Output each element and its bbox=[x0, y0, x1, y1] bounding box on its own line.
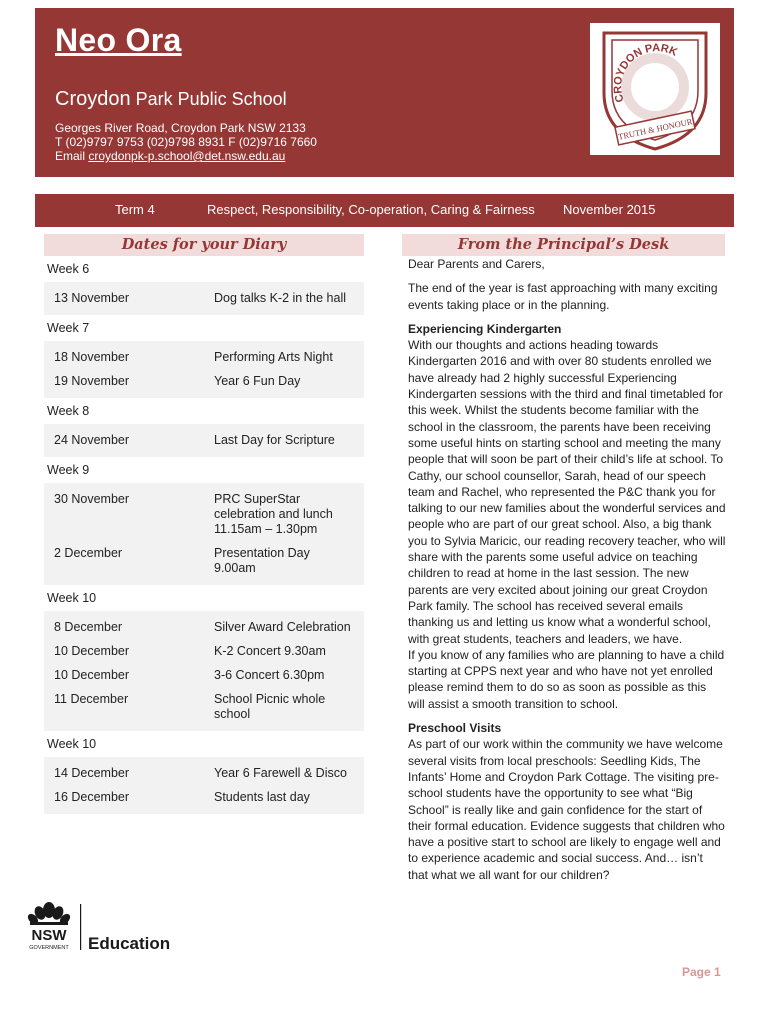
week-events bbox=[44, 757, 364, 814]
event-description: Last Day for Scripture bbox=[214, 433, 335, 447]
week-label: Week 6 bbox=[47, 262, 90, 276]
preschool-heading: Preschool Visits bbox=[408, 721, 502, 736]
event-description: PRC SuperStar celebration and lunch 11.15am – 1.30pm bbox=[214, 492, 333, 536]
masthead bbox=[35, 8, 734, 177]
event-description: Year 6 Farewell & Disco bbox=[214, 766, 347, 780]
week-label: Week 10 bbox=[47, 591, 97, 605]
event-date: 19 November bbox=[54, 374, 130, 388]
week-label: Week 7 bbox=[47, 321, 90, 335]
school-values: Respect, Responsibility, Co-operation, Caring & Fairness bbox=[207, 202, 535, 217]
event-date: 13 November bbox=[54, 291, 130, 305]
week-events bbox=[44, 341, 364, 398]
preschool-paragraph: As part of our work within the community we have welcome several visits from local preschools: Seedling Kids, The Infants’ Home and Croydon Park Cottage. The visiting pre-school students have the opportunity to see what “Big School” is really like and gain confidence for the start of their formal education. Evidence suggests that children who have a positive start to school are likely to engage well and to experience academic and social success. And… isn’t that what we all want for our children? bbox=[408, 737, 725, 882]
event-date: 8 December bbox=[54, 620, 123, 634]
principal-heading: From the Principal’s Desk bbox=[402, 234, 725, 256]
diary-event bbox=[44, 347, 364, 368]
diary-event bbox=[44, 371, 364, 392]
week-label: Week 9 bbox=[47, 463, 90, 477]
waratah-icon bbox=[26, 902, 72, 926]
school-crest bbox=[590, 23, 720, 155]
kindergarten-heading: Experiencing Kindergarten bbox=[408, 321, 562, 336]
event-date: 18 November bbox=[54, 350, 130, 364]
school-email: Email croydonpk-p.school@det.nsw.edu.au bbox=[55, 149, 286, 163]
event-description: School Picnic whole school bbox=[214, 692, 326, 721]
diary-event bbox=[44, 430, 364, 451]
event-date: 14 December bbox=[54, 766, 130, 780]
event-date: 11 December bbox=[54, 692, 129, 706]
page-number: Page 1 bbox=[682, 965, 721, 979]
event-description: Silver Award Celebration bbox=[214, 620, 351, 634]
event-date: 2 December bbox=[54, 546, 123, 560]
event-date: 30 November bbox=[54, 492, 130, 506]
week-label: Week 8 bbox=[47, 404, 90, 418]
term-label: Term 4 bbox=[115, 202, 155, 217]
week-events bbox=[44, 424, 364, 457]
diary-list bbox=[44, 260, 364, 818]
event-description: Year 6 Fun Day bbox=[214, 374, 301, 388]
diary-event bbox=[44, 489, 364, 540]
crest-icon bbox=[590, 23, 720, 155]
diary-event bbox=[44, 763, 364, 784]
principal-article bbox=[408, 256, 726, 883]
diary-event bbox=[44, 641, 364, 662]
svg-text:TRUTH & HONOUR: TRUTH & HONOUR bbox=[617, 116, 694, 142]
email-link[interactable]: croydonpk-p.school@det.nsw.edu.au bbox=[88, 149, 286, 163]
nsw-education-logo bbox=[22, 900, 182, 960]
intro-paragraph: The end of the year is fast approaching with many exciting events taking place or in the planning. bbox=[408, 281, 718, 312]
school-phone: T (02)9797 9753 (02)9798 8931 F (02)9716 7660 bbox=[55, 135, 317, 149]
term-bar bbox=[35, 194, 734, 227]
event-date: 16 December bbox=[54, 790, 130, 804]
event-description: Dog talks K-2 in the hall bbox=[214, 291, 347, 305]
event-description: Performing Arts Night bbox=[214, 350, 333, 364]
diary-event bbox=[44, 617, 364, 638]
event-description: Students last day bbox=[214, 790, 310, 804]
diary-event bbox=[44, 787, 364, 808]
salutation: Dear Parents and Carers, bbox=[408, 257, 545, 271]
week-events bbox=[44, 611, 364, 731]
diary-event bbox=[44, 689, 364, 725]
event-date: 10 December bbox=[54, 644, 130, 658]
diary-heading: Dates for your Diary bbox=[44, 234, 364, 256]
newsletter-title: Neo Ora bbox=[55, 22, 182, 58]
diary-event bbox=[44, 288, 364, 309]
issue-date: November 2015 bbox=[563, 202, 656, 217]
enrolment-paragraph: If you know of any families who are planning to have a child starting at CPPS next year and who have not yet enrolled please remind them to do so as soon as possible as this will assist a smooth transition to school. bbox=[408, 647, 725, 711]
school-name: Croydon Park Public School bbox=[55, 88, 287, 110]
kindergarten-paragraph: With our thoughts and actions heading towards Kindergarten 2016 and with over 80 students enrolled we have already had 2 highly successful Experiencing Kindergarten sessions with the third and final timetabled for this week. Whilst the students become familiar with the school in the classroom, the parents have been receiving some useful hints on starting school and meeting the many people that will soon be part of their child’s life at school. To Cathy, our school counsellor, Sarah, head of our speech team and Rachel, who represented the P&C thank you for talking to our new families about the wonderful services and people who are part of our great school. Also, a big thank you to Sylvia Maricic, our reading recovery teacher, who will share with the parents some useful advice on teaching children to read at home in the last session. The new parents are very excited about joining our great Croydon Park family. The school has received several emails thanking us and letting us know what a wonderful school, with great students, teachers and leaders, we have. bbox=[408, 338, 726, 646]
svg-text:GOVERNMENT: GOVERNMENT bbox=[29, 945, 69, 951]
school-address: Georges River Road, Croydon Park NSW 2133 bbox=[55, 121, 306, 135]
event-description: K-2 Concert 9.30am bbox=[214, 644, 326, 658]
svg-text:NSW: NSW bbox=[31, 927, 67, 944]
svg-text:CROYDON PARK: CROYDON PARK bbox=[611, 42, 680, 104]
week-label: Week 10 bbox=[47, 737, 97, 751]
event-description: 3-6 Concert 6.30pm bbox=[214, 668, 325, 682]
event-description: Presentation Day 9.00am bbox=[214, 546, 310, 575]
diary-event bbox=[44, 543, 364, 579]
event-date: 10 December bbox=[54, 668, 130, 682]
week-events bbox=[44, 282, 364, 315]
event-date: 24 November bbox=[54, 433, 130, 447]
diary-event bbox=[44, 665, 364, 686]
svg-text:Education: Education bbox=[88, 934, 171, 953]
week-events bbox=[44, 483, 364, 585]
